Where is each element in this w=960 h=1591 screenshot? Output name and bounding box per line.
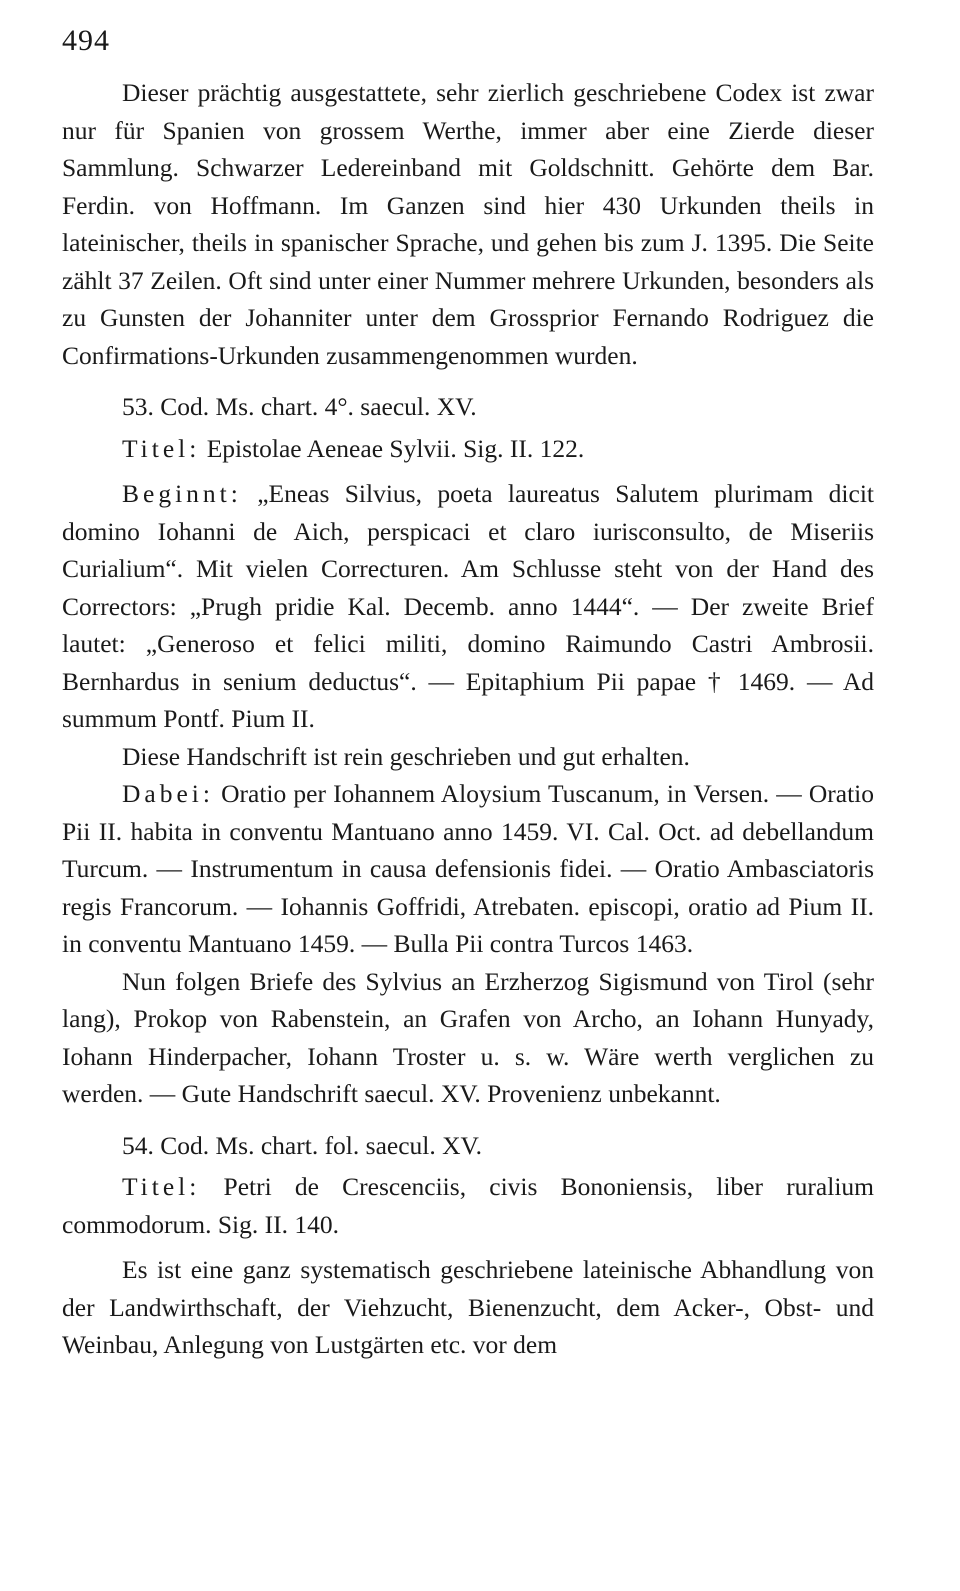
- dabei-label: Dabei:: [122, 779, 214, 808]
- titel-label: Titel:: [122, 433, 201, 463]
- entry-53-heading: 53. Cod. Ms. chart. 4°. saecul. XV.: [122, 392, 477, 421]
- beginnt-text: „Eneas Silvius, poeta laureatus Salutem plurimam dicit domino Iohanni de Aich, perspicaci et claro iurisconsulto, de Miseriis Curialium“. Mit vielen Correcturen. Am Schlusse steht von der Hand des Correctors: „Prugh pridie Kal. Decemb. anno 1444“. — Der zweite Brief lautet: „Generoso et felici militi, domino Raimundo Castri Ambrosii. Bernhardus in senium deductus“. — Epitaphium Pii papae † 1469. — Ad summum Pontf. Pium II.: [62, 479, 874, 733]
- entry-53-letters: Nun folgen Briefe des Sylvius an Erzherzog Sigismund von Tirol (sehr lang), Prokop von Rabenstein, an Grafen von Archo, an Iohann Hunyady, Iohann Hinderpacher, Iohann Troster u. s. w. Wäre werth verglichen zu werden. — Gute Handschrift saecul. XV. Provenienz unbekannt.: [62, 966, 874, 1108]
- beginnt-label: Beginnt:: [122, 479, 242, 508]
- entry-53-titel: [62, 430, 874, 468]
- dabei-text: Oratio per Iohannem Aloysium Tuscanum, in Versen. — Oratio Pii II. habita in conventu Mantuano anno 1459. VI. Cal. Oct. ad debellandum Turcum. — Instrumentum in causa defensionis fidei. — Oratio Ambasciatoris regis Francorum. — Iohannis Goffridi, Atrebaten. episcopi, oratio ad Pium II. in conventu Mantuano 1459. — Bulla Pii contra Turcos 1463.: [62, 779, 874, 958]
- entry-54: [62, 1127, 874, 1364]
- entry-53-condition: Diese Handschrift ist rein geschrieben und gut erhalten.: [122, 741, 690, 771]
- entry-53: [62, 388, 874, 1113]
- titel-text: Petri de Crescenciis, civis Bononiensis, liber ruralium commodorum. Sig. II. 140.: [62, 1172, 874, 1239]
- entry-53-beginnt: [62, 475, 874, 738]
- entry-54-titel: [62, 1168, 874, 1243]
- entry-53-dabei: [62, 775, 874, 963]
- titel-label: Titel:: [122, 1172, 201, 1201]
- entry-54-heading: 54. Cod. Ms. chart. fol. saecul. XV.: [122, 1130, 483, 1160]
- intro-paragraph: Dieser prächtig ausgestattete, sehr zierlich geschriebene Codex ist zwar nur für Spanien von grossem Werthe, immer aber eine Zierde dieser Sammlung. Schwarzer Ledereinband mit Goldschnitt. Gehörte dem Bar. Ferdin. von Hoffmann. Im Ganzen sind hier 430 Urkunden theils in lateinischer, theils in spanischer Sprache, und gehen bis zum J. 1395. Die Seite zählt 37 Zeilen. Oft sind unter einer Nummer mehrere Urkunden, besonders als zu Gunsten der Johanniter unter dem Grossprior Fernando Rodriguez die Confirmations-Urkunden zusammengenommen wurden.: [62, 78, 874, 370]
- page-number: 494: [62, 24, 110, 57]
- titel-text: Epistolae Aeneae Sylvii. Sig. II. 122.: [200, 433, 585, 463]
- entry-54-body: Es ist eine ganz systematisch geschriebene lateinische Abhandlung von der Landwirthschaft, der Viehzucht, Bienenzucht, dem Acker-, Obst- und Weinbau, Anlegung von Lustgärten etc. vor dem: [62, 1255, 874, 1359]
